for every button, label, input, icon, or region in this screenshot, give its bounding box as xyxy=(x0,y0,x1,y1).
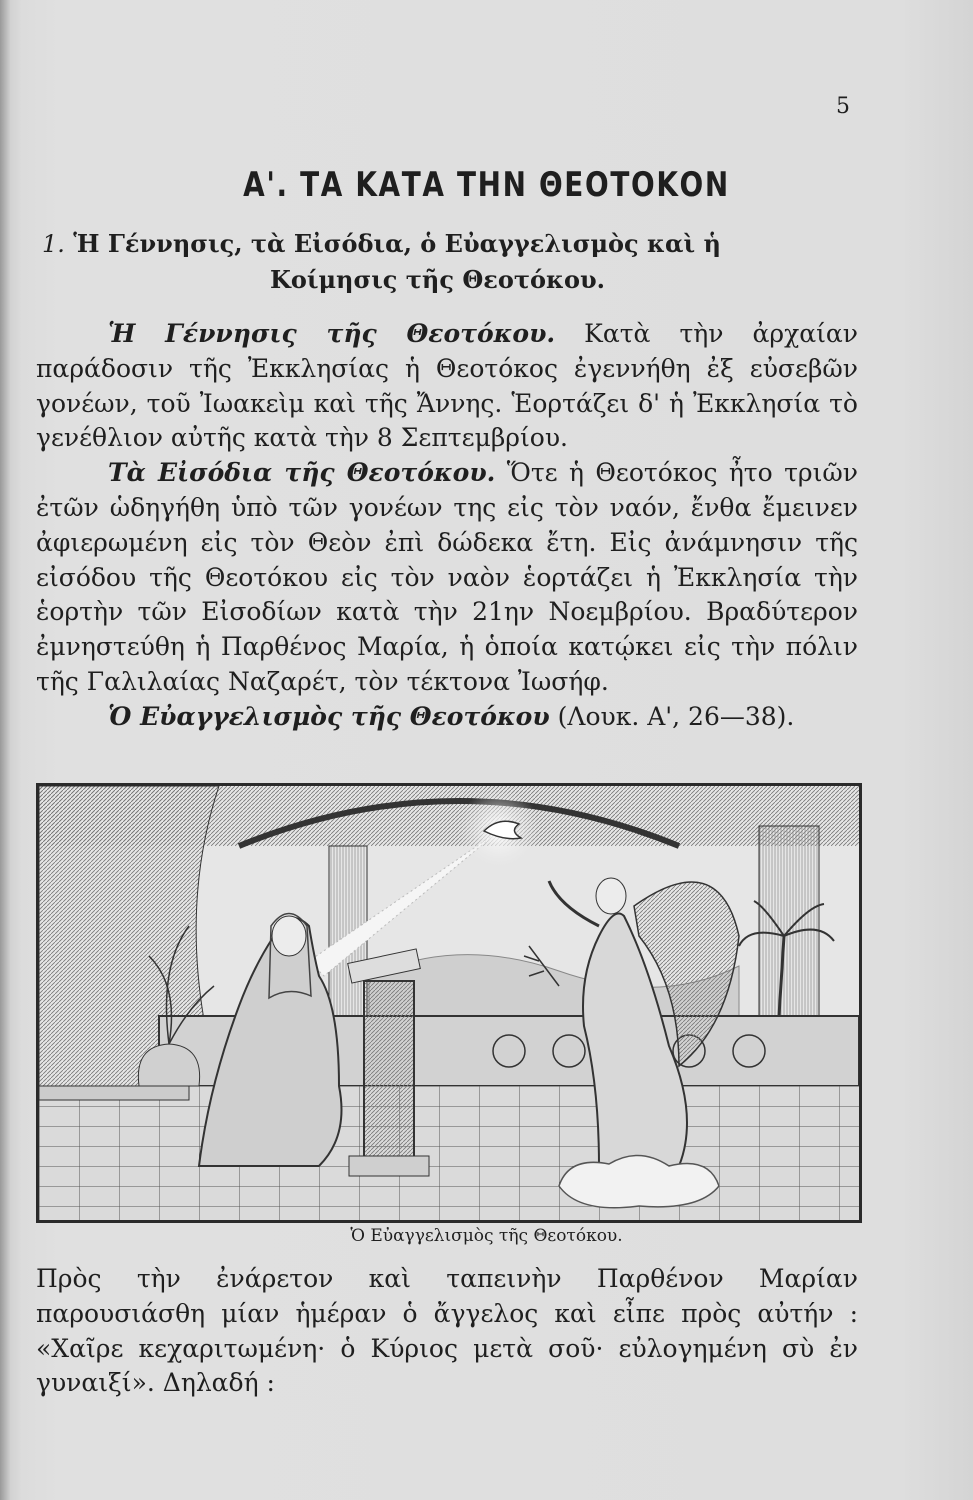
paragraph-annunciation xyxy=(0,700,858,735)
figure-caption: Ὁ Εὐαγγελισμὸς τῆς Θεοτόκου. xyxy=(350,1226,623,1246)
page-number: 5 xyxy=(836,94,850,119)
body-text-upper xyxy=(0,317,858,735)
section-heading-line-2: Κοίμησις τῆς Θεοτόκου. xyxy=(270,265,606,294)
section-heading-line-1: Ἡ Γέννησις, τὰ Εἰσόδια, ὁ Εὐαγγελισμὸς καὶ ἡ xyxy=(73,229,721,258)
page-spine-shadow xyxy=(0,0,10,1500)
annunciation-engraving xyxy=(36,783,862,1223)
tiled-floor xyxy=(39,1086,859,1220)
paragraph-annunciation-ref: (Λουκ. Α', 26—38). xyxy=(549,701,795,731)
paragraph-entry-heading: Τὰ Εἰσόδια τῆς Θεοτόκου. xyxy=(108,458,496,488)
paragraph-entry-text: Ὅτε ἡ Θεοτόκος ἦτο τριῶν ἐτῶν ὡδηγήθη ὑπὸ τῶν γονέων της εἰς τὸν ναόν, ἔνθα ἔμεινεν ἀφιερωμένη εἰς τὸν Θεὸν ἐπὶ δώδεκα ἔτη. Εἰς ἀνάμνησιν τῆς εἰσόδου τῆς Θεοτόκου εἰς τὸν ναὸν ἑορτάζει ἡ Ἐκκλησία τὴν ἑορτὴν τῶν Εἰσοδίων κατὰ τὴν 21ην Νοεμβρίου. Βραδύτερον ἐμνηστεύθη ἡ Παρθένος Μαρία, ἡ ὁποία κατῴκει εἰς τὴν πόλιν τῆς Γαλιλαίας Ναζαρέτ, τὸν τέκτονα Ἰωσήφ. xyxy=(36,458,858,696)
virgin-head xyxy=(272,916,306,956)
body-text-lower xyxy=(36,1262,858,1401)
paragraph-birth-heading: Ἡ Γέννησις τῆς Θεοτόκου. xyxy=(108,319,556,348)
chapter-title: Α'. ΤΑ ΚΑΤΑ ΤΗΝ ΘΕΟΤΟΚΟΝ xyxy=(243,165,730,205)
paragraph-birth-text: Κατὰ τὴν ἀρχαίαν παράδοσιν τῆς Ἐκκλησίας ἡ Θεοτόκος ἐγεννήθη ἐξ εὐσεβῶν γονέων, τοῦ Ἰωακεὶμ καὶ τῆς Ἄννης. Ἑορτάζει δ' ἡ Ἐκκλησία τὸ γενέθλιον αὐτῆς κατὰ τὴν 8 Σεπτεμβρίου. xyxy=(36,319,858,453)
engraving-drawing xyxy=(39,786,859,1220)
paragraph-closing: Πρὸς τὴν ἐνάρετον καὶ ταπεινὴν Παρθένον Μαρίαν παρουσιάσθη μίαν ἡμέραν ὁ ἄγγελος καὶ εἶπε πρὸς αὐτήν : «Χαῖρε κεχαριτωμένη· ὁ Κύριος μετὰ σοῦ· εὐλογημένη σὺ ἐν γυναιξί». Δηλαδή : xyxy=(36,1264,858,1398)
paragraph-birth xyxy=(0,317,858,456)
section-heading xyxy=(42,226,872,298)
paragraph-entry xyxy=(0,456,858,700)
angel-head xyxy=(596,878,626,914)
section-number: 1. xyxy=(42,230,65,258)
side-table xyxy=(39,1086,189,1100)
paragraph-annunciation-heading: Ὁ Εὐαγγελισμὸς τῆς Θεοτόκου xyxy=(108,701,550,731)
lectern xyxy=(364,981,414,1161)
